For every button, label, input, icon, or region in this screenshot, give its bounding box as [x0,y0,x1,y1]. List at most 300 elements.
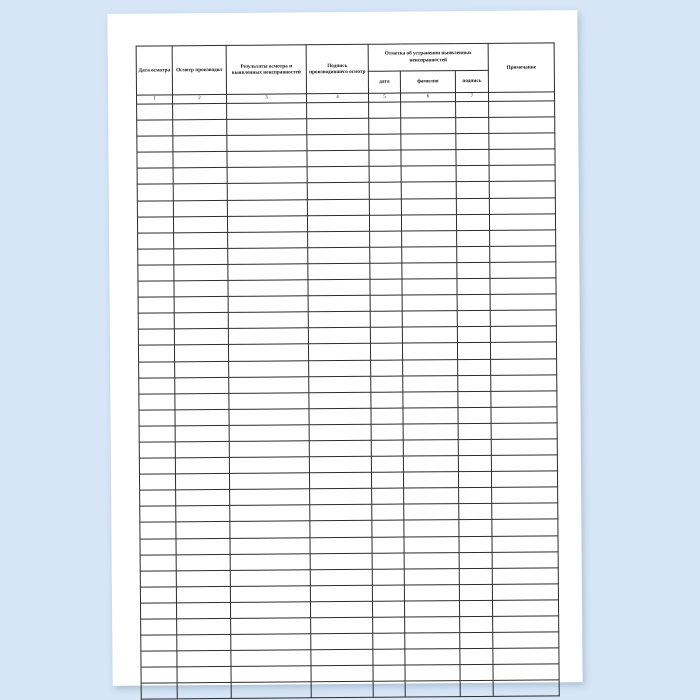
table-cell[interactable] [456,214,489,230]
table-cell[interactable] [403,456,458,473]
table-cell[interactable] [490,310,556,327]
table-cell[interactable] [173,103,227,120]
table-cell[interactable] [372,553,404,569]
table-cell[interactable] [138,265,174,281]
table-cell[interactable] [137,184,173,200]
table-cell[interactable] [229,441,309,458]
table-cell[interactable] [456,198,489,214]
table-cell[interactable] [459,568,492,584]
table-cell[interactable] [459,536,492,552]
table-cell[interactable] [401,166,456,183]
table-cell[interactable] [370,295,402,311]
table-cell[interactable] [231,682,311,699]
table-cell[interactable] [460,665,493,681]
table-cell[interactable] [139,394,175,410]
table-cell[interactable] [175,393,229,410]
table-cell[interactable] [177,667,231,684]
table-cell[interactable] [310,569,372,586]
table-cell[interactable] [227,215,307,232]
table-cell[interactable] [230,489,310,506]
table-cell[interactable] [403,440,458,457]
table-cell[interactable] [140,571,176,587]
table-cell[interactable] [369,215,401,231]
table-cell[interactable] [457,311,490,327]
table-cell[interactable] [493,664,559,681]
table-cell[interactable] [369,118,401,134]
table-cell[interactable] [174,232,228,249]
table-cell[interactable] [310,585,372,602]
table-cell[interactable] [140,587,176,603]
table-cell[interactable] [490,246,556,263]
table-cell[interactable] [228,248,308,265]
table-cell[interactable] [309,456,371,473]
table-cell[interactable] [457,278,490,294]
table-cell[interactable] [403,423,458,440]
table-cell[interactable] [492,551,558,568]
table-cell[interactable] [140,522,176,538]
table-cell[interactable] [140,490,176,506]
table-cell[interactable] [308,247,370,264]
table-cell[interactable] [492,519,558,536]
table-cell[interactable] [175,409,229,426]
table-cell[interactable] [489,133,555,150]
table-cell[interactable] [307,118,369,135]
table-cell[interactable] [309,440,371,457]
table-cell[interactable] [372,520,404,536]
table-cell[interactable] [174,280,228,297]
table-cell[interactable] [230,586,310,603]
table-cell[interactable] [489,181,555,198]
table-cell[interactable] [489,149,555,166]
table-cell[interactable] [139,410,175,426]
table-cell[interactable] [458,391,491,407]
table-cell[interactable] [456,166,489,182]
table-cell[interactable] [402,279,457,296]
table-cell[interactable] [372,585,404,601]
table-cell[interactable] [230,602,310,619]
table-cell[interactable] [491,439,557,456]
table-cell[interactable] [308,263,370,280]
table-body [137,101,560,700]
table-cell[interactable] [310,553,372,570]
table-cell[interactable] [228,296,308,313]
table-cell[interactable] [489,117,555,134]
table-cell[interactable] [141,667,177,683]
table-cell[interactable] [401,182,456,199]
table-cell[interactable] [227,199,307,216]
table-cell[interactable] [175,457,229,474]
table-cell[interactable] [402,311,457,328]
table-cell[interactable] [174,345,228,362]
table-cell[interactable] [371,392,403,408]
table-cell[interactable] [372,537,404,553]
table-cell[interactable] [370,327,402,343]
table-cell[interactable] [491,455,557,472]
table-cell[interactable] [310,489,372,506]
table-cell[interactable] [458,423,491,439]
table-cell[interactable] [177,683,231,700]
table-cell[interactable] [458,407,491,423]
table-cell[interactable] [457,230,490,246]
table-cell[interactable] [139,442,175,458]
table-cell[interactable] [458,472,491,488]
table-cell[interactable] [459,488,492,504]
table-cell[interactable] [176,522,230,539]
table-cell[interactable] [231,634,311,651]
table-cell[interactable] [492,535,558,552]
table-cell[interactable] [141,651,177,667]
table-cell[interactable] [229,425,309,442]
table-cell[interactable] [228,280,308,297]
table-cell[interactable] [308,279,370,296]
table-cell[interactable] [173,200,227,217]
table-cell[interactable] [460,632,493,648]
table-cell[interactable] [491,471,557,488]
table-cell[interactable] [173,168,227,185]
column-number: 6 [400,93,455,102]
table-cell[interactable] [489,213,555,230]
table-cell[interactable] [490,326,556,343]
table-cell[interactable] [307,167,369,184]
table-cell[interactable] [458,359,491,375]
table-cell[interactable] [493,680,559,697]
table-cell[interactable] [457,327,490,343]
table-cell[interactable] [493,616,559,633]
table-cell[interactable] [490,342,556,359]
table-cell[interactable] [459,584,492,600]
table-cell[interactable] [370,343,402,359]
table-cell[interactable] [140,603,176,619]
table-cell[interactable] [405,665,460,682]
table-cell[interactable] [401,102,456,119]
table-cell[interactable] [173,152,227,169]
table-cell[interactable] [309,408,371,425]
table-cell[interactable] [307,183,369,200]
table-cell[interactable] [309,472,371,489]
table-cell[interactable] [177,634,231,651]
table-cell[interactable] [176,490,230,507]
table-cell[interactable] [401,198,456,215]
table-cell[interactable] [311,633,373,650]
table-cell[interactable] [491,391,557,408]
table-cell[interactable] [175,361,229,378]
table-cell[interactable] [491,358,557,375]
table-cell[interactable] [401,150,456,167]
table-cell[interactable] [228,328,308,345]
table-cell[interactable] [310,601,372,618]
table-cell[interactable] [372,504,404,520]
table-cell[interactable] [401,118,456,135]
table-cell[interactable] [138,249,174,265]
table-cell[interactable] [139,377,175,393]
table-cell[interactable] [369,102,401,118]
table-cell[interactable] [139,361,175,377]
table-cell[interactable] [173,216,227,233]
table-cell[interactable] [369,150,401,166]
table-cell[interactable] [370,263,402,279]
table-cell[interactable] [231,650,311,667]
table-cell[interactable] [459,520,492,536]
table-cell[interactable] [459,504,492,520]
table-cell[interactable] [492,584,558,601]
table-cell[interactable] [404,520,459,537]
table-cell[interactable] [373,633,405,649]
table-cell[interactable] [227,167,307,184]
table-cell[interactable] [373,665,405,681]
table-cell[interactable] [370,311,402,327]
table-cell[interactable] [229,392,309,409]
table-cell[interactable] [403,375,458,392]
table-cell[interactable] [493,600,559,617]
table-cell[interactable] [138,233,174,249]
table-cell[interactable] [141,635,177,651]
table-cell[interactable] [173,120,227,137]
table-cell[interactable] [404,568,459,585]
table-cell[interactable] [137,168,173,184]
table-cell[interactable] [371,360,403,376]
table-cell[interactable] [137,120,173,136]
table-cell[interactable] [139,474,175,490]
table-cell[interactable] [308,344,370,361]
table-cell[interactable] [307,199,369,216]
table-cell[interactable] [492,487,558,504]
table-cell[interactable] [308,328,370,345]
table-cell[interactable] [228,312,308,329]
table-cell[interactable] [137,216,173,232]
table-cell[interactable] [373,649,405,665]
table-cell[interactable] [307,102,369,119]
table-cell[interactable] [175,377,229,394]
table-cell[interactable] [490,230,556,247]
table-cell[interactable] [371,456,403,472]
table-cell[interactable] [373,617,405,633]
table-cell[interactable] [458,439,491,455]
table-cell[interactable] [175,474,229,491]
table-cell[interactable] [402,263,457,280]
table-cell[interactable] [369,183,401,199]
table-cell[interactable] [308,231,370,248]
table-cell[interactable] [492,568,558,585]
table-cell[interactable] [173,184,227,201]
table-cell[interactable] [456,134,489,150]
table-cell[interactable] [456,150,489,166]
table-cell[interactable] [404,584,459,601]
table-cell[interactable] [307,215,369,232]
table-cell[interactable] [230,569,310,586]
table-cell[interactable] [405,649,460,666]
table-cell[interactable] [138,345,174,361]
table-cell[interactable] [456,101,489,117]
table-cell[interactable] [229,457,309,474]
table-cell[interactable] [141,683,177,699]
table-cell[interactable] [370,231,402,247]
table-cell[interactable] [230,537,310,554]
table-cell[interactable] [174,313,228,330]
table-cell[interactable] [138,313,174,329]
table-cell[interactable] [309,424,371,441]
table-row[interactable] [141,680,559,699]
table-cell[interactable] [401,134,456,151]
table-cell[interactable] [491,423,557,440]
table-cell[interactable] [402,327,457,344]
table-cell[interactable] [138,329,174,345]
table-cell[interactable] [231,666,311,683]
table-cell[interactable] [460,616,493,632]
table-cell[interactable] [311,617,373,634]
table-cell[interactable] [493,632,559,649]
table-cell[interactable] [310,537,372,554]
table-cell[interactable] [229,473,309,490]
table-cell[interactable] [229,360,309,377]
table-cell[interactable] [405,681,460,698]
table-cell[interactable] [489,165,555,182]
table-cell[interactable] [227,103,307,120]
table-cell[interactable] [457,294,490,310]
table-cell[interactable] [370,247,402,263]
table-cell[interactable] [403,472,458,489]
table-cell[interactable] [174,297,228,314]
table-cell[interactable] [459,552,492,568]
table-cell[interactable] [177,618,231,635]
table-cell[interactable] [371,424,403,440]
table-cell[interactable] [310,505,372,522]
table-cell[interactable] [458,375,491,391]
table-cell[interactable] [371,376,403,392]
table-cell[interactable] [371,408,403,424]
table-cell[interactable] [231,618,311,635]
table-cell[interactable] [230,505,310,522]
table-cell[interactable] [402,230,457,247]
table-cell[interactable] [227,183,307,200]
table-cell[interactable] [401,214,456,231]
table-cell[interactable] [310,521,372,538]
table-cell[interactable] [137,152,173,168]
table-cell[interactable] [139,458,175,474]
table-cell[interactable] [369,166,401,182]
table-cell[interactable] [403,359,458,376]
table-cell[interactable] [404,488,459,505]
table-cell[interactable] [307,134,369,151]
table-cell[interactable] [174,264,228,281]
table-cell[interactable] [404,552,459,569]
table-cell[interactable] [174,248,228,265]
table-cell[interactable] [311,649,373,666]
table-cell[interactable] [405,633,460,650]
table-cell[interactable] [458,455,491,471]
table-cell[interactable] [493,648,559,665]
table-cell[interactable] [402,295,457,312]
table-cell[interactable] [404,536,459,553]
table-cell[interactable] [141,619,177,635]
table-cell[interactable] [371,440,403,456]
table-cell[interactable] [140,554,176,570]
table-cell[interactable] [176,602,230,619]
table-cell[interactable] [309,376,371,393]
table-cell[interactable] [308,295,370,312]
table-cell[interactable] [177,651,231,668]
table-cell[interactable] [369,199,401,215]
table-cell[interactable] [307,151,369,168]
table-cell[interactable] [176,538,230,555]
table-cell[interactable] [176,554,230,571]
table-cell[interactable] [309,392,371,409]
table-cell[interactable] [373,681,405,697]
table-cell[interactable] [138,297,174,313]
table-cell[interactable] [403,407,458,424]
table-cell[interactable] [405,617,460,634]
table-cell[interactable] [404,601,459,618]
table-cell[interactable] [402,246,457,263]
table-cell[interactable] [459,600,492,616]
table-cell[interactable] [229,376,309,393]
table-cell[interactable] [229,409,309,426]
table-cell[interactable] [137,104,173,120]
table-cell[interactable] [173,136,227,153]
table-cell[interactable] [138,281,174,297]
table-cell[interactable] [372,601,404,617]
table-cell[interactable] [369,134,401,150]
table-cell[interactable] [460,649,493,665]
table-cell[interactable] [228,232,308,249]
table-cell[interactable] [176,506,230,523]
table-cell[interactable] [227,119,307,136]
table-cell[interactable] [403,391,458,408]
table-cell[interactable] [176,570,230,587]
table-cell[interactable] [228,264,308,281]
table-cell[interactable] [372,488,404,504]
table-cell[interactable] [308,312,370,329]
table-cell[interactable] [175,441,229,458]
table-cell[interactable] [491,407,557,424]
table-cell[interactable] [311,666,373,683]
table-cell[interactable] [491,374,557,391]
table-cell[interactable] [230,553,310,570]
table-cell[interactable] [457,343,490,359]
table-cell[interactable] [402,343,457,360]
table-cell[interactable] [489,197,555,214]
table-cell[interactable] [456,117,489,133]
table-cell[interactable] [457,262,490,278]
table-cell[interactable] [404,504,459,521]
table-cell[interactable] [490,294,556,311]
table-cell[interactable] [311,682,373,699]
table-cell[interactable] [228,344,308,361]
table-cell[interactable] [309,360,371,377]
table-cell[interactable] [137,136,173,152]
table-cell[interactable] [492,503,558,520]
table-cell[interactable] [230,521,310,538]
table-cell[interactable] [457,246,490,262]
table-cell[interactable] [139,426,175,442]
table-cell[interactable] [372,569,404,585]
table-cell[interactable] [137,200,173,216]
table-cell[interactable] [176,586,230,603]
table-cell[interactable] [371,472,403,488]
table-cell[interactable] [489,101,555,118]
table-cell[interactable] [227,151,307,168]
table-cell[interactable] [370,279,402,295]
table-cell[interactable] [227,135,307,152]
table-cell[interactable] [490,262,556,279]
table-cell[interactable] [140,538,176,554]
table-cell[interactable] [140,506,176,522]
table-cell[interactable] [490,278,556,295]
table-cell[interactable] [175,425,229,442]
table-cell[interactable] [174,329,228,346]
table-cell[interactable] [460,681,493,697]
header-notes: Примечание [488,43,554,93]
table-cell[interactable] [456,182,489,198]
